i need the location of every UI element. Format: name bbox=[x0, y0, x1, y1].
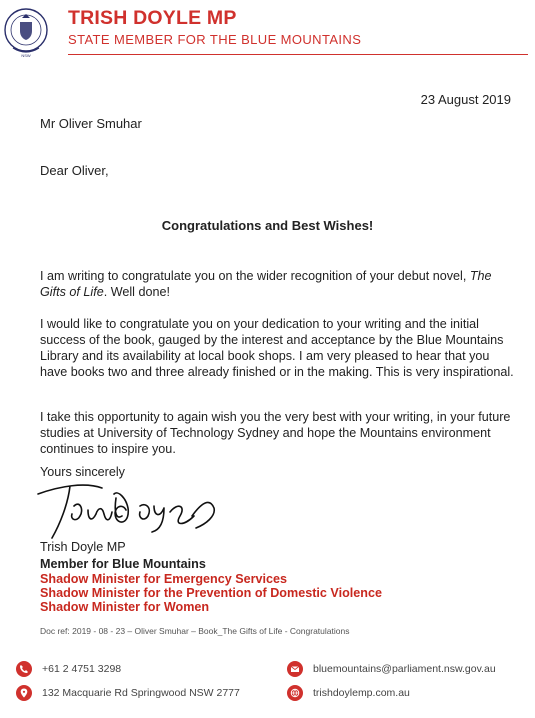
phone-number: +61 2 4751 3298 bbox=[42, 663, 122, 675]
paragraph-1 bbox=[40, 268, 520, 300]
book-title: The Gifts of Life bbox=[40, 269, 492, 299]
doc-reference: Doc ref: 2019 - 08 - 23 – Oliver Smuhar – Book_The Gifts of Life - Congratulations bbox=[40, 626, 350, 636]
letter-date: 23 August 2019 bbox=[420, 92, 511, 107]
letterhead-title: STATE MEMBER FOR THE BLUE MOUNTAINS bbox=[68, 32, 362, 47]
parliament-crest-icon bbox=[3, 4, 49, 60]
letterhead-divider bbox=[68, 54, 528, 55]
mail-icon bbox=[287, 661, 303, 677]
paragraph-1-text: I am writing to congratulate you on the wider recognition of your debut novel, bbox=[40, 269, 470, 283]
shadow-role-emergency: Shadow Minister for Emergency Services bbox=[40, 572, 288, 586]
email-address: bluemountains@parliament.nsw.gov.au bbox=[313, 663, 496, 675]
letter-heading: Congratulations and Best Wishes! bbox=[161, 218, 374, 233]
paragraph-3: I take this opportunity to again wish you the very best with your writing, in your future studies at University of Technology Sydney and hope the Mountains environment continues to inspire you. bbox=[40, 410, 511, 456]
closing: Yours sincerely bbox=[40, 465, 125, 479]
signatory-role: Member for Blue Mountains bbox=[40, 557, 206, 571]
paragraph-2: I would like to congratulate you on your dedication to your writing and the initial success of the book, gauged by the interest and acceptance by the Blue Mountains Library and its availability at local book shops. I am very pleased to hear that you have books two and three already finished or in the making. This is very inspirational. bbox=[40, 317, 514, 379]
web-icon bbox=[287, 685, 303, 701]
footer-address bbox=[16, 685, 240, 701]
signatory-name: Trish Doyle MP bbox=[40, 540, 126, 554]
salutation: Dear Oliver, bbox=[40, 163, 109, 178]
footer-email bbox=[287, 661, 496, 677]
footer-phone bbox=[16, 661, 121, 677]
footer-website bbox=[287, 685, 410, 701]
website-url: trishdoylemp.com.au bbox=[313, 687, 410, 699]
svg-text:NSW: NSW bbox=[21, 53, 31, 58]
recipient-name: Mr Oliver Smuhar bbox=[40, 116, 142, 131]
shadow-role-domestic-violence: Shadow Minister for the Prevention of Domestic Violence bbox=[40, 586, 382, 600]
handwritten-signature bbox=[30, 476, 240, 542]
shadow-role-women: Shadow Minister for Women bbox=[40, 600, 210, 614]
paragraph-1-end: . Well done! bbox=[103, 285, 170, 299]
phone-icon bbox=[16, 661, 32, 677]
location-pin-icon bbox=[16, 685, 32, 701]
address-text: 132 Macquarie Rd Springwood NSW 2777 bbox=[42, 687, 240, 699]
letterhead-name: TRISH DOYLE MP bbox=[68, 7, 237, 29]
